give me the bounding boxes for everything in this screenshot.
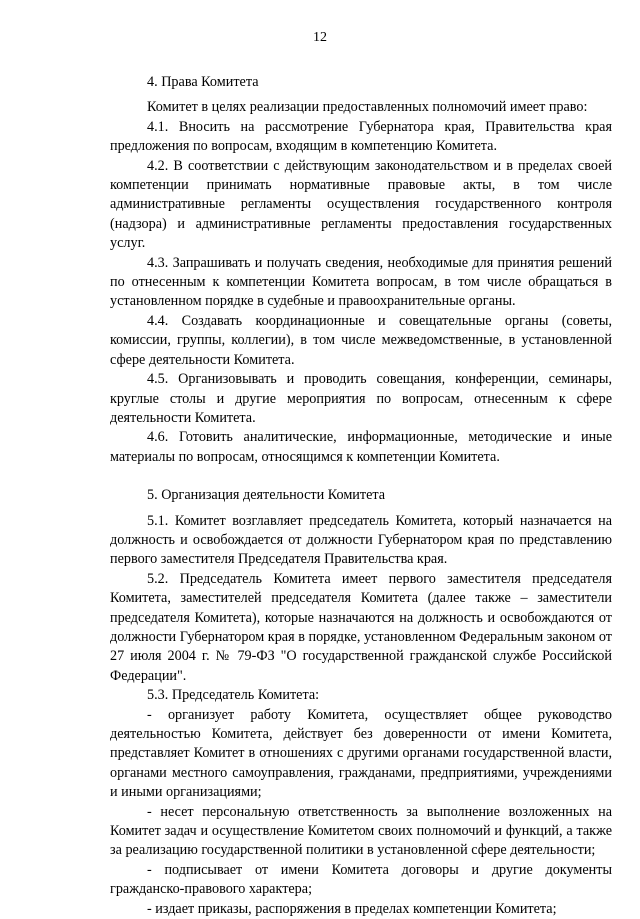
paragraph: - несет персональную ответственность за выполнение возложенных на Комитет задач и осуществление Комитетом своих полномочий и функций, а также за реализацию государственной политики в установленной сфере деятельности; <box>110 803 612 859</box>
paragraph: 5.1. Комитет возглавляет председатель Комитета, который назначается на должность и освобождается от должности Губернатором края по представлению первого заместителя Председателя Правительства края. <box>110 512 612 568</box>
paragraph: 5.3. Председатель Комитета: <box>147 687 320 704</box>
paragraph: - подписывает от имени Комитета договоры и другие документы гражданско-правового характера; <box>110 861 612 898</box>
section-4-heading: 4. Права Комитета <box>147 74 259 90</box>
paragraph: 4.4. Создавать координационные и совещательные органы (советы, комиссии, группы, коллегии), в том числе межведомственные, в установленной сфере деятельности Комитета. <box>110 312 612 368</box>
paragraph: 4.1. Вносить на рассмотрение Губернатора края, Правительства края предложения по вопросам, входящим в компетенцию Комитета. <box>110 118 612 155</box>
paragraph: - издает приказы, распоряжения в пределах компетенции Комитета; <box>147 900 557 917</box>
paragraph: 4.5. Организовывать и проводить совещания, конференции, семинары, круглые столы и другие мероприятия по вопросам, отнесенным к сфере деятельности Комитета. <box>110 371 612 426</box>
paragraph: 4.3. Запрашивать и получать сведения, необходимые для принятия решений по отнесенным к компетенции Комитета вопросам, в том числе обращаться в установленном порядке в судебные и правоохранительные органы. <box>110 254 612 310</box>
paragraph: 4.6. Готовить аналитические, информационные, методические и иные материалы по вопросам, относящимся к компетенции Комитета. <box>110 429 612 465</box>
paragraph: 4.2. В соответствии с действующим законодательством и в пределах своей компетенции принимать нормативные правовые акты, в том числе административные регламенты осуществления государственного контроля (надзора) и административные регламенты предоставления государственных услуг. <box>110 157 612 252</box>
paragraph: Комитет в целях реализации предоставленных полномочий имеет право: <box>147 99 588 116</box>
page-number: 12 <box>313 30 327 45</box>
paragraph: - организует работу Комитета, осуществляет общее руководство деятельностью Комитета, действует без доверенности от имени Комитета, представляет Комитет в отношениях с другими органами государственной власти, органами местного самоуправления, гражданами, предприятиями, учреждениями и иными организациями; <box>110 706 612 801</box>
spacer <box>110 467 612 486</box>
section-5-heading: 5. Организация деятельности Комитета <box>147 487 386 504</box>
paragraph: 5.2. Председатель Комитета имеет первого заместителя председателя Комитета, заместителей председателя Комитета (далее также – заместители председателя Комитета), которые назначаются на должность и освобождаются от должности Губернатором края в порядке, установленном Федеральным законом от 27 июля 2004 г. № 79-ФЗ "О государственной гражданской службе Российской Федерации". <box>110 570 612 684</box>
document-body <box>110 73 612 919</box>
